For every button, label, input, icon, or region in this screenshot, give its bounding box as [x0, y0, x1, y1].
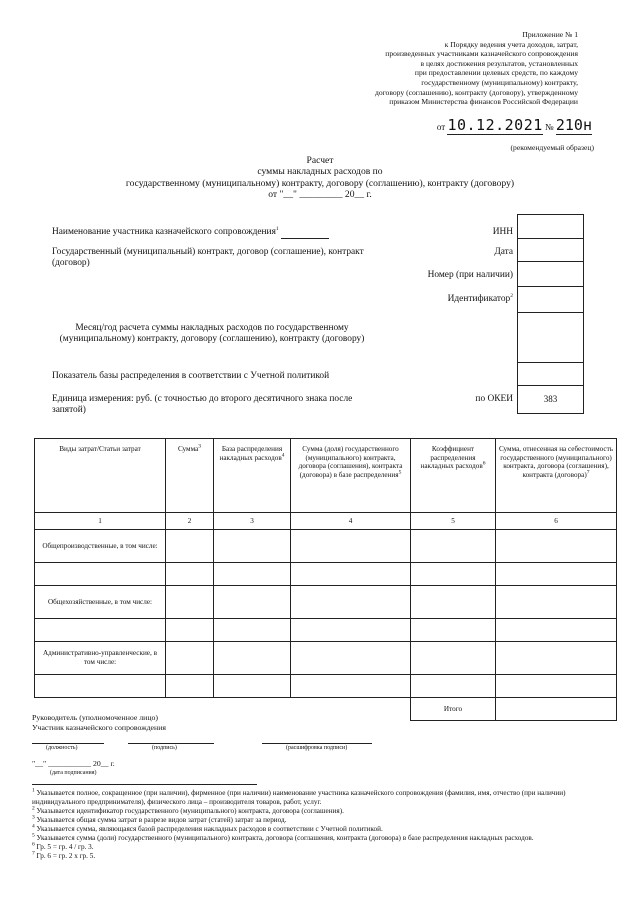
category-cell: Общехозяйственные, в том числе:: [35, 586, 166, 619]
sign-line[interactable]: [128, 743, 214, 744]
order-reference: [437, 116, 592, 135]
col-number: 6: [496, 513, 617, 530]
empty-cell: [291, 698, 411, 721]
appendix-header: [278, 30, 578, 107]
appendix-line: при предоставлении целевых средств, по каждому: [414, 68, 578, 78]
sign-caption: (подпись): [152, 745, 177, 751]
table-row: [35, 563, 617, 586]
col-header: Коэффициент распределения накладных расходов$^6$: [411, 439, 496, 513]
table-cell[interactable]: [214, 563, 291, 586]
col-header: База распределения накладных расходов$^4$: [214, 439, 291, 513]
number-label: Номер (при наличии): [427, 270, 513, 280]
table-cell[interactable]: [411, 619, 496, 642]
order-number-sign: №: [545, 122, 554, 132]
table-cell[interactable]: [411, 563, 496, 586]
category-cell: Административно-управленческие, в том числе:: [35, 642, 166, 675]
table-cell[interactable]: [411, 530, 496, 563]
table-cell[interactable]: [35, 619, 166, 642]
table-cell[interactable]: [496, 530, 617, 563]
table-cell[interactable]: [166, 642, 214, 675]
divider: [517, 261, 584, 262]
table-cell[interactable]: [214, 530, 291, 563]
title-date-line: от "__" _________ 20__ г.: [268, 189, 372, 201]
signing-date-caption: (дата подписания): [50, 770, 97, 776]
table-cell[interactable]: [291, 586, 411, 619]
table-cell[interactable]: [411, 642, 496, 675]
table-cell[interactable]: [166, 563, 214, 586]
overhead-table: [34, 438, 617, 721]
table-cell[interactable]: [496, 586, 617, 619]
table-cell[interactable]: [214, 586, 291, 619]
table-cell[interactable]: [496, 675, 617, 698]
table-cell[interactable]: [496, 563, 617, 586]
col-header: Сумма, отнесенная на себестоимость государственного (муниципального) контракта, договора (соглашения), контракта (договора)$^7$: [496, 439, 617, 513]
table-cell[interactable]: [214, 619, 291, 642]
position-caption: (должность): [46, 745, 78, 751]
footnote: $^1$ Указывается полное, сокращенное (при наличии), фирменное (при наличии) наименование участника казначейского сопровождения (фамилия, имя, отчество (при наличии) индивидуального предпринимателя), физического лица – производителя товаров, работ, услуг.: [32, 787, 566, 806]
sample-note: (рекомендуемый образец): [510, 143, 594, 152]
signing-date: "__" ___________ 20__ г.: [32, 759, 115, 768]
col-number: 2: [166, 513, 214, 530]
table-cell[interactable]: [496, 642, 617, 675]
order-date: 10.12.2021: [447, 116, 543, 134]
divider: [517, 362, 584, 363]
table-row: [35, 530, 617, 563]
col-number: 3: [214, 513, 291, 530]
col-header: Сумма$^3$: [166, 439, 214, 513]
table-cell[interactable]: [166, 619, 214, 642]
appendix-line: к Порядку ведения учета доходов, затрат,: [444, 39, 578, 49]
footnote: $^4$ Указывается сумма, являющаяся базой распределения накладных расходов в соответствии с Учетной политикой.: [32, 823, 383, 833]
identifier-label: Идентификатор$^2$: [447, 292, 513, 304]
divider: [517, 286, 584, 287]
col-number: 5: [411, 513, 496, 530]
title-line: суммы накладных расходов по: [257, 166, 383, 178]
header-fields-column: [517, 214, 584, 414]
table-cell[interactable]: [291, 530, 411, 563]
table-row: [35, 619, 617, 642]
table-row: [35, 586, 617, 619]
order-prefix: от: [436, 122, 446, 132]
table-cell[interactable]: [214, 642, 291, 675]
table-cell[interactable]: [35, 563, 166, 586]
table-cell[interactable]: [496, 619, 617, 642]
document-title: [0, 155, 640, 201]
table-cell[interactable]: [291, 642, 411, 675]
divider: [517, 385, 584, 386]
order-number: 210н: [555, 116, 592, 134]
table-cell[interactable]: [291, 619, 411, 642]
signature-head: Руководитель (уполномоченное лицо): [32, 713, 158, 722]
participant-name-label: Наименование участника казначейского сопровождения$^1$: [52, 227, 329, 239]
table-cell[interactable]: [411, 586, 496, 619]
divider: [517, 312, 584, 313]
col-number: 4: [291, 513, 411, 530]
table-cell[interactable]: [166, 675, 214, 698]
unit-label: Единица измерения: руб. (с точностью до второго десятичного знака после запятой): [52, 394, 353, 415]
appendix-line: произведенных участниками казначейского сопровождения: [385, 49, 578, 59]
period-label: Месяц/год расчета суммы накладных расходов по государственному (муниципальному) контракту, договору (соглашению), контракту (договору): [59, 323, 365, 344]
column-numbers-row: [35, 513, 617, 530]
okei-label: по ОКЕИ: [475, 394, 513, 404]
col-number: 1: [35, 513, 166, 530]
empty-cell: [214, 698, 291, 721]
inn-label: ИНН: [492, 227, 513, 237]
position-line[interactable]: [32, 743, 104, 744]
divider: [517, 238, 584, 239]
appendix-line: договору (соглашению), контракту (договору), утвержденному: [374, 87, 578, 97]
date-label: Дата: [494, 247, 513, 257]
col-header: Виды затрат/Статьи затрат: [35, 439, 166, 513]
base-indicator-label: Показатель базы распределения в соответствии с Учетной политикой: [52, 371, 330, 381]
empty-cell: [166, 698, 214, 721]
title-line: государственному (муниципальному) контракту, договору (соглашению), контракту (договору): [125, 177, 515, 189]
footnote: $^3$ Указывается общая сумма затрат в разрезе видов затрат (статей) затрат за период.: [32, 814, 287, 824]
table-header-row: [35, 439, 617, 513]
table-cell[interactable]: [291, 563, 411, 586]
total-label: Итого: [411, 698, 496, 721]
table-row: [35, 642, 617, 675]
title-line: Расчет: [306, 155, 334, 166]
footnote: $^6$ Гр. 5 = гр. 4 / гр. 3.: [32, 841, 94, 851]
appendix-line: в целях достижения результатов, установленных: [420, 58, 578, 68]
table-cell[interactable]: [291, 675, 411, 698]
transcript-line[interactable]: [262, 743, 372, 744]
transcript-caption: (расшифровка подписи): [286, 745, 348, 751]
table-cell[interactable]: [166, 530, 214, 563]
appendix-line: Приложение № 1: [522, 30, 578, 39]
okei-value: 383: [543, 394, 558, 404]
signature-participant: Участник казначейского сопровождения: [32, 723, 166, 732]
footnotes: [32, 789, 590, 861]
table-cell[interactable]: [35, 675, 166, 698]
table-row: [35, 675, 617, 698]
table-cell[interactable]: [214, 675, 291, 698]
table-cell[interactable]: [411, 675, 496, 698]
footnote: $^7$ Гр. 6 = гр. 2 x гр. 5.: [32, 850, 96, 860]
participant-name-field[interactable]: [281, 227, 329, 239]
footnote-separator: [32, 784, 257, 785]
total-value-cell[interactable]: [496, 698, 617, 721]
category-cell: Общепроизводственные, в том числе:: [35, 530, 166, 563]
table-cell[interactable]: [166, 586, 214, 619]
appendix-line: государственному (муниципальному) контракту,: [421, 77, 578, 87]
col-header: Сумма (доля) государственного (муниципального) контракта, договора (соглашения), контракта (договора) в базе распределения$^5$: [291, 439, 411, 513]
appendix-line: приказом Министерства финансов Российской Федерации: [389, 97, 578, 107]
footnote: $^2$ Указывается идентификатор государственного (муниципального) контракта, договора (соглашения).: [32, 805, 344, 815]
footnote: $^5$ Указывается сумма (доли) государственного (муниципального) контракта, договора (соглашения, контракта (договора) в базе распределения накладных расходов.: [32, 832, 534, 842]
contract-label: Государственный (муниципальный) контракт, договор (соглашение), контракт (договор): [52, 247, 364, 268]
